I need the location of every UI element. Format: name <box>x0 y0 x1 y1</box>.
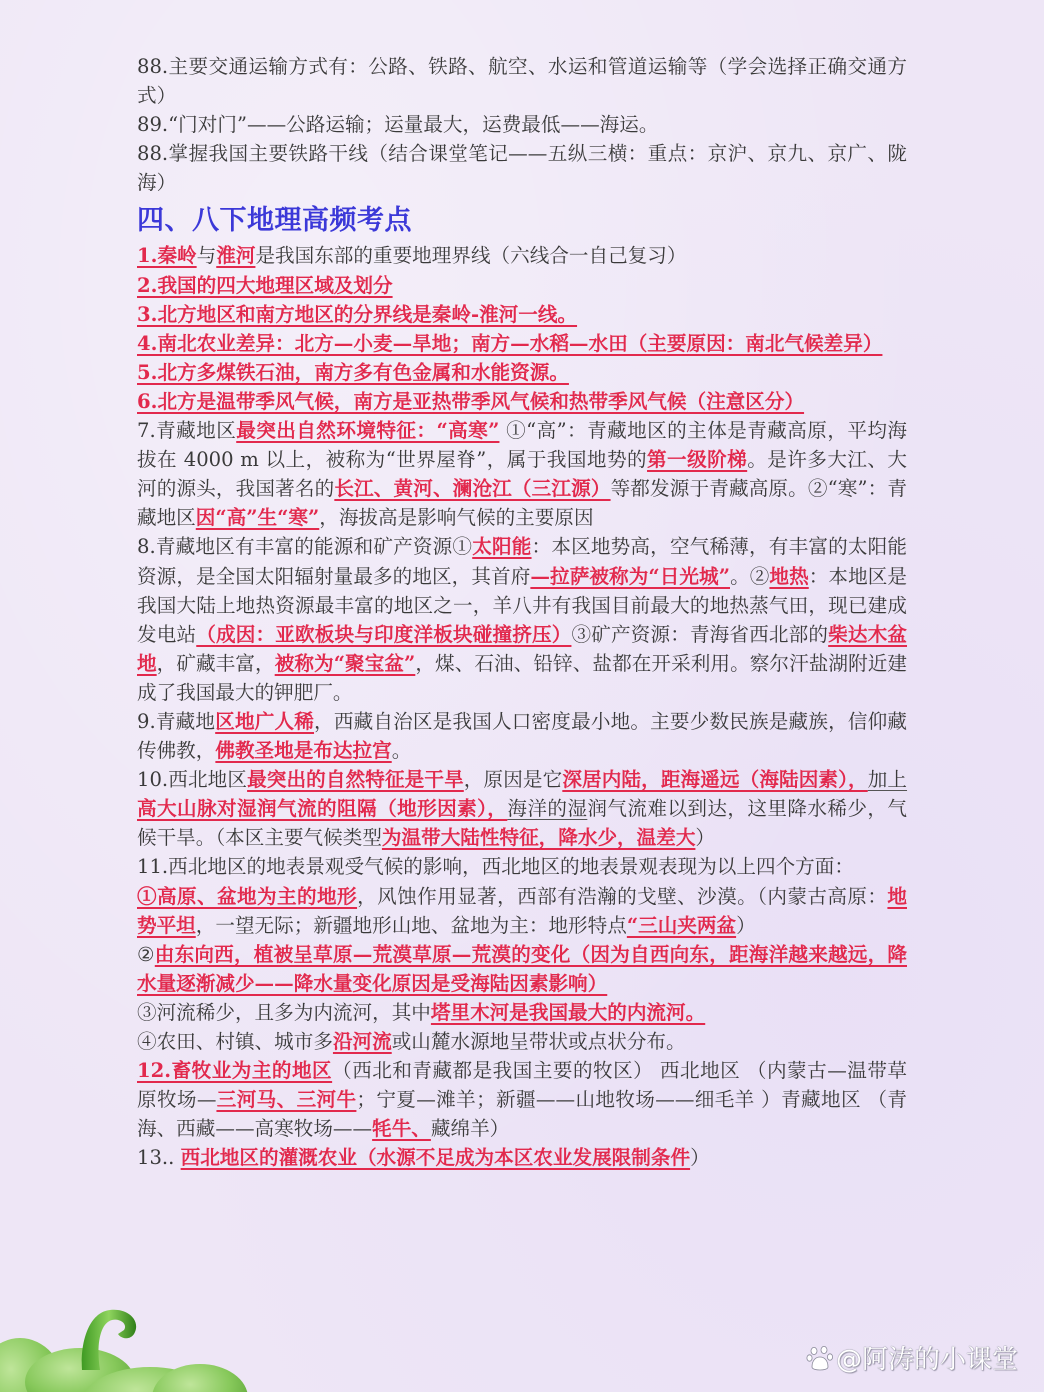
text: 润气流难以到达，这里降水稀少，气候干旱。（本区主要气候类型 <box>137 797 908 850</box>
green-pepper-icon <box>0 1290 260 1392</box>
text: ③矿产资源：青海省西北部的 <box>571 622 829 646</box>
text: 7.青藏地区 <box>137 419 237 443</box>
item-12 <box>137 1056 907 1143</box>
highlight: 高大山脉对湿润气流的阻隔（地形因素）， <box>137 797 508 821</box>
text: ② <box>137 942 155 966</box>
item-1 <box>137 241 907 270</box>
item-88-railway-lines: 88.掌握我国主要铁路干线（结合课堂笔记——五纵三横：重点：京沪、京九、京广、陇海） <box>137 142 907 195</box>
item-3 <box>137 300 907 329</box>
highlight: 地热 <box>769 564 809 588</box>
item-8 <box>137 532 907 707</box>
text: 加上 <box>867 768 908 792</box>
item-11-point-3 <box>137 998 907 1027</box>
item-89-door-to-door: 89.“门对门”——公路运输；运量最大，运费最低——海运。 <box>137 113 659 137</box>
item-11-intro: 11.西北地区的地表景观受气候的影响，西北地区的地表景观表现为以上四个方面： <box>137 855 854 879</box>
highlight: 佛教圣地是布达拉宫 <box>215 739 392 763</box>
highlight: 区地广人稀 <box>215 709 315 733</box>
text: ，一望无际；新疆地形山地、盆地为主：地形特点 <box>195 913 627 937</box>
item-88-transport-modes: 88.主要交通运输方式有：公路、铁路、航空、水运和管道运输等（学会选择正确交通方式） <box>137 55 907 108</box>
text: 与 <box>196 244 217 268</box>
item-11-point-1 <box>137 882 907 940</box>
highlight: 淮河 <box>216 244 256 268</box>
text: ） <box>736 913 756 937</box>
text: 9.青藏地 <box>137 709 216 733</box>
highlight: 2.我国的四大地理区域及划分 <box>137 273 393 297</box>
text: ） <box>690 1146 710 1170</box>
highlight: 太阳能 <box>472 535 532 559</box>
watermark <box>806 1339 1018 1376</box>
highlight: 牦牛、 <box>372 1117 431 1141</box>
text: ：本区地势高，空气稀薄，有丰富的太阳能资源，是全国太阳辐射量最多的地区，其首府 <box>137 535 908 588</box>
text: ①“高”：青藏地区的主体是青藏高原，平均海拔在 4000 m 以上，被称为“世界屋脊”，属于我国地势的 <box>137 419 907 472</box>
text: 等都发源于青藏高原。②“寒”：青藏地区 <box>137 477 907 530</box>
text: ，西藏自治区是我国人口密度最小地。主要少数民族是藏族，信仰藏传佛教， <box>137 709 907 763</box>
item-10 <box>137 765 907 852</box>
highlight: 长江、黄河、澜沧江（三江源） <box>334 477 611 501</box>
text: ） <box>695 826 716 850</box>
text: 8.青藏地区有丰富的能源和矿产资源① <box>137 535 473 559</box>
section-heading: 四、八下地理高频考点 <box>137 205 412 237</box>
highlight: 6.北方是温带季风气候，南方是亚热带季风气候和热带季风气候（注意区分） <box>137 389 805 413</box>
item-4 <box>137 329 907 358</box>
text: （西北和青藏都是我国主要的牧区） 西北地区 （内蒙古—温带草原牧场— <box>137 1059 907 1112</box>
item-5 <box>137 358 907 387</box>
highlight: 4.南北农业差异：北方—小麦—旱地；南方—水稻—水田（主要原因：南北气候差异） <box>137 331 883 355</box>
highlight: 柴达木盆地 <box>137 622 908 675</box>
baidu-paw-icon <box>806 1344 834 1372</box>
text: ④农田、村镇、城市多 <box>137 1030 333 1053</box>
highlight: 因“高”生“寒” <box>195 506 320 530</box>
item-9 <box>137 707 907 765</box>
highlight: 三河马、三河牛 <box>216 1088 357 1112</box>
highlight: 地势平坦 <box>137 884 907 937</box>
text: 或山麓水源地呈带状或点状分布。 <box>391 1030 686 1053</box>
item-11-point-4 <box>137 1027 907 1056</box>
text: 海洋的湿 <box>507 797 588 821</box>
text: ；宁夏—滩羊；新疆——山地牧场——细毛羊 ）青藏地区 （青海、西藏——高寒牧场—— <box>137 1088 908 1141</box>
text: 藏绵羊） <box>430 1117 510 1141</box>
highlight: 最突出的自然特征是干旱 <box>247 768 464 792</box>
highlight: 西北地区的灌溉农业（水源不足成为本区农业发展限制条件 <box>180 1146 691 1170</box>
highlight: ①高原、盆地为主的地形 <box>137 884 358 908</box>
highlight: 5.北方多煤铁石油，南方多有色金属和水能资源。 <box>137 360 569 384</box>
highlight: 最突出自然环境特征：“高寒” <box>236 419 500 443</box>
item-6 <box>137 387 907 416</box>
text: 。是许多大江、大河的源头，我国著名的 <box>137 448 908 501</box>
watermark-text: @阿涛的小课堂 <box>836 1345 1019 1375</box>
highlight: —拉萨被称为“日光城” <box>530 564 730 588</box>
text: ：本地区是我国大陆上地热资源最丰富的地区之一，羊八井有我国目前最大的地热蒸气田，现已建成发电站 <box>137 564 908 646</box>
text: ，原因是它 <box>463 768 563 792</box>
text: 。 <box>391 739 412 763</box>
item-11-point-2 <box>137 940 907 998</box>
text: 是我国东部的重要地理界线（六线合一自己复习） <box>255 244 687 268</box>
text: 13.. <box>137 1146 175 1170</box>
item-13 <box>137 1143 907 1172</box>
highlight: 塔里木河是我国最大的内流河。 <box>430 1000 706 1024</box>
item-2 <box>137 271 907 300</box>
document-page <box>137 52 907 1172</box>
highlight: 3.北方地区和南方地区的分界线是秦岭-淮河一线。 <box>137 302 578 326</box>
highlight: 12.畜牧业为主的地区 <box>137 1059 333 1083</box>
item-7 <box>137 416 907 532</box>
highlight: 第一级阶梯 <box>647 448 748 472</box>
text: ③河流稀少，且多为内流河，其中 <box>137 1000 431 1024</box>
highlight: （成因：亚欧板块与印度洋板块碰撞挤压） <box>196 622 572 646</box>
text: ，煤、石油、铅锌、盐都在开采利用。察尔汗盐湖附近建成了我国最大的钾肥厂。 <box>137 651 908 704</box>
highlight: 被称为“聚宝盆” <box>274 651 416 675</box>
highlight: 由东向西，植被呈草原—荒漠草原—荒漠的变化（因为自西向东，距海洋越来越远，降水量逐渐减少——降水量变化原因是受海陆因素影响） <box>137 942 907 995</box>
highlight: 1.秦岭 <box>137 244 197 268</box>
highlight: 沿河流 <box>332 1030 392 1053</box>
text: ，风蚀作用显著，西部有浩瀚的戈壁、沙漠。（内蒙古高原： <box>357 884 888 908</box>
highlight: “三山夹两盆 <box>626 913 737 937</box>
text: ，海拔高是影响气候的主要原因 <box>319 506 594 530</box>
text: 10.西北地区 <box>137 768 248 792</box>
highlight: 为温带大陆性特征，降水少，温差大 <box>381 826 696 850</box>
highlight: 深居内陆，距海遥远（海陆因素）， <box>562 768 868 792</box>
text: ，矿藏丰富， <box>156 651 275 675</box>
text: 。② <box>730 564 770 588</box>
